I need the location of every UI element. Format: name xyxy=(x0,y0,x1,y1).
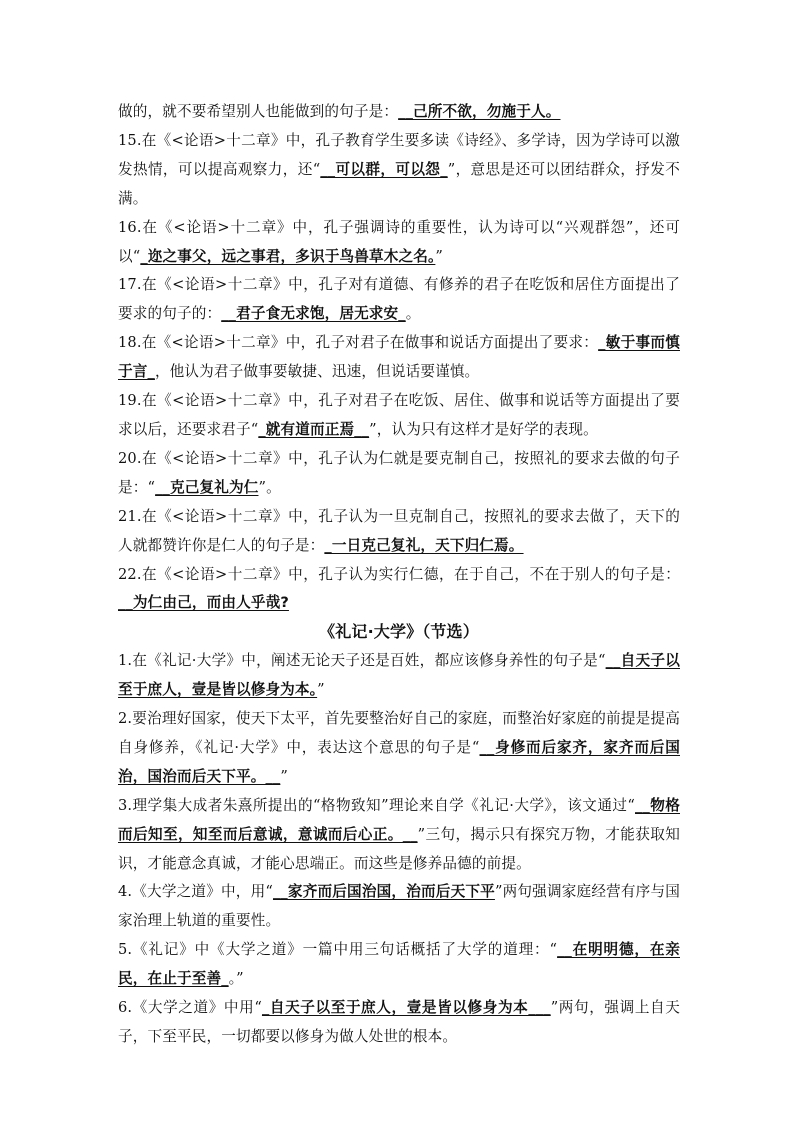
section-question-item xyxy=(118,994,680,1052)
section-question-item xyxy=(118,792,680,879)
answer-text: _迩之事父，远之事君，多识于鸟兽草木之名。 xyxy=(140,247,436,265)
question-text-end: 。” xyxy=(228,970,244,988)
question-text: 6.《大学之道》中用“ xyxy=(118,999,262,1017)
question-text-end: ” xyxy=(317,681,325,699)
question-text: 15.在《<论语>十二章》中，孔子教育学生要多读《诗经》、多学诗，因为学诗可以激发热情，可以提高观察力，还“ xyxy=(118,131,680,178)
answer-text: __在明明德，在亲民，在止于至善_ xyxy=(118,941,680,988)
question-item xyxy=(118,329,680,387)
section-question-item xyxy=(118,936,680,994)
document-content xyxy=(118,98,680,1052)
answer-text: __家齐而后国治国，治而后天下平 xyxy=(272,883,495,901)
question-text: 5.《礼记》中《大学之道》一篇中用三句话概括了大学的道理：“ xyxy=(118,941,558,959)
question-text: 16.在《<论语>十二章》中，孔子强调诗的重要性，认为诗可以“兴观群怨”，还可以“ xyxy=(118,218,680,265)
section-question-item xyxy=(118,878,680,936)
question-text: 做的，就不要希望别人也能做到的句子是： xyxy=(118,103,399,120)
question-text: 19.在《<论语>十二章》中，孔子对君子在吃饭、居住、做事和说话等方面提出了要求以后，还要求君子“ xyxy=(118,392,680,438)
question-text: 22.在《<论语>十二章》中，孔子认为实行仁德，在于自己，不在于别人的句子是： xyxy=(118,565,680,583)
question-item xyxy=(118,98,680,127)
question-item xyxy=(118,127,680,214)
answer-text: __克己复礼为仁 xyxy=(155,478,259,496)
question-text-end: ” xyxy=(280,767,288,785)
question-text-end: ”两句，强调上自天子，下至平民，一切都要以修身为做人处世的根本。 xyxy=(118,999,680,1045)
question-text-end: ” xyxy=(435,247,444,265)
answer-text: __物格而后知至，知至而后意诚，意诚而后心正。__ xyxy=(118,796,680,843)
question-item xyxy=(118,214,680,272)
answer-text: __自天子以至于庶人，壹是皆以修身为本。 xyxy=(118,652,680,699)
question-text-end: ”两句强调家庭经营有序与国家治理上轨道的重要性。 xyxy=(118,883,680,930)
question-text-end: ”。 xyxy=(258,478,281,496)
answer-text: __君子食无求饱，居无求安_ xyxy=(221,305,406,323)
question-item xyxy=(118,387,680,445)
answer-text: __身修而后家齐，家齐而后国治，国治而后天下平。__ xyxy=(118,738,680,785)
answer-text: _敏于事而慎于言_ xyxy=(118,334,680,381)
question-text: 21.在《<论语>十二章》中，孔子认为一旦克制自己，按照礼的要求去做了，天下的人就都赞许你是仁人的句子是： xyxy=(118,507,680,554)
question-text: 17.在《<论语>十二章》中，孔子对有道德、有修养的君子在吃饭和居住方面提出了要求的句子的： xyxy=(118,276,680,323)
question-text-end: ”，意思是还可以团结群众，抒发不满。 xyxy=(118,160,680,207)
question-item xyxy=(118,503,680,561)
question-text-end: ，他认为君子做事要敏捷、迅速，但说话要谨慎。 xyxy=(154,363,480,381)
answer-text: __己所不欲，勿施于人。 xyxy=(398,103,561,120)
answer-text: __为仁由己，而由人乎哉? xyxy=(118,594,289,612)
answer-text: _就有道而正焉__ xyxy=(258,420,370,438)
section-title: 《礼记·大学》（节选） xyxy=(319,622,479,642)
answer-text: __可以群，可以怨_ xyxy=(320,160,448,178)
answer-text: _自天子以至于庶人，壹是皆以修身为本___ xyxy=(261,999,551,1017)
question-text: 3.理学集大成者朱熹所提出的“格物致知”理论来自学《礼记·大学》，该文通过“ xyxy=(118,796,636,814)
question-text: 20.在《<论语>十二章》中，孔子认为仁就是要克制自己，按照礼的要求去做的句子是：“ xyxy=(118,449,680,496)
question-item xyxy=(118,271,680,329)
question-text-end: ”三句，揭示只有探究万物，才能获取知识，才能意念真诚，才能心思端正。而这些是修养品德的前提。 xyxy=(118,825,680,872)
section-question-item xyxy=(118,705,680,792)
question-item xyxy=(118,445,680,503)
answer-text: _一日克己复礼，天下归仁焉。 xyxy=(324,536,524,554)
question-text: 18.在《<论语>十二章》中，孔子对君子在做事和说话方面提出了要求： xyxy=(118,334,599,352)
question-text-end: 。 xyxy=(405,305,421,323)
section-question-item xyxy=(118,647,680,705)
question-text: 4.《大学之道》中，用“ xyxy=(118,883,273,901)
question-text: 1.在《礼记·大学》中，阐述无论天子还是百姓，都应该修身养性的句子是“ xyxy=(118,652,606,670)
question-text: 2.要治理好国家，使天下太平，首先要整治好自己的家庭，而整治好家庭的前提是提高自身修养，《礼记·大学》中，表达这个意思的句子是“ xyxy=(118,710,680,756)
question-item xyxy=(118,561,680,619)
question-text-end: ”，认为只有这样才是好学的表现。 xyxy=(369,420,598,438)
